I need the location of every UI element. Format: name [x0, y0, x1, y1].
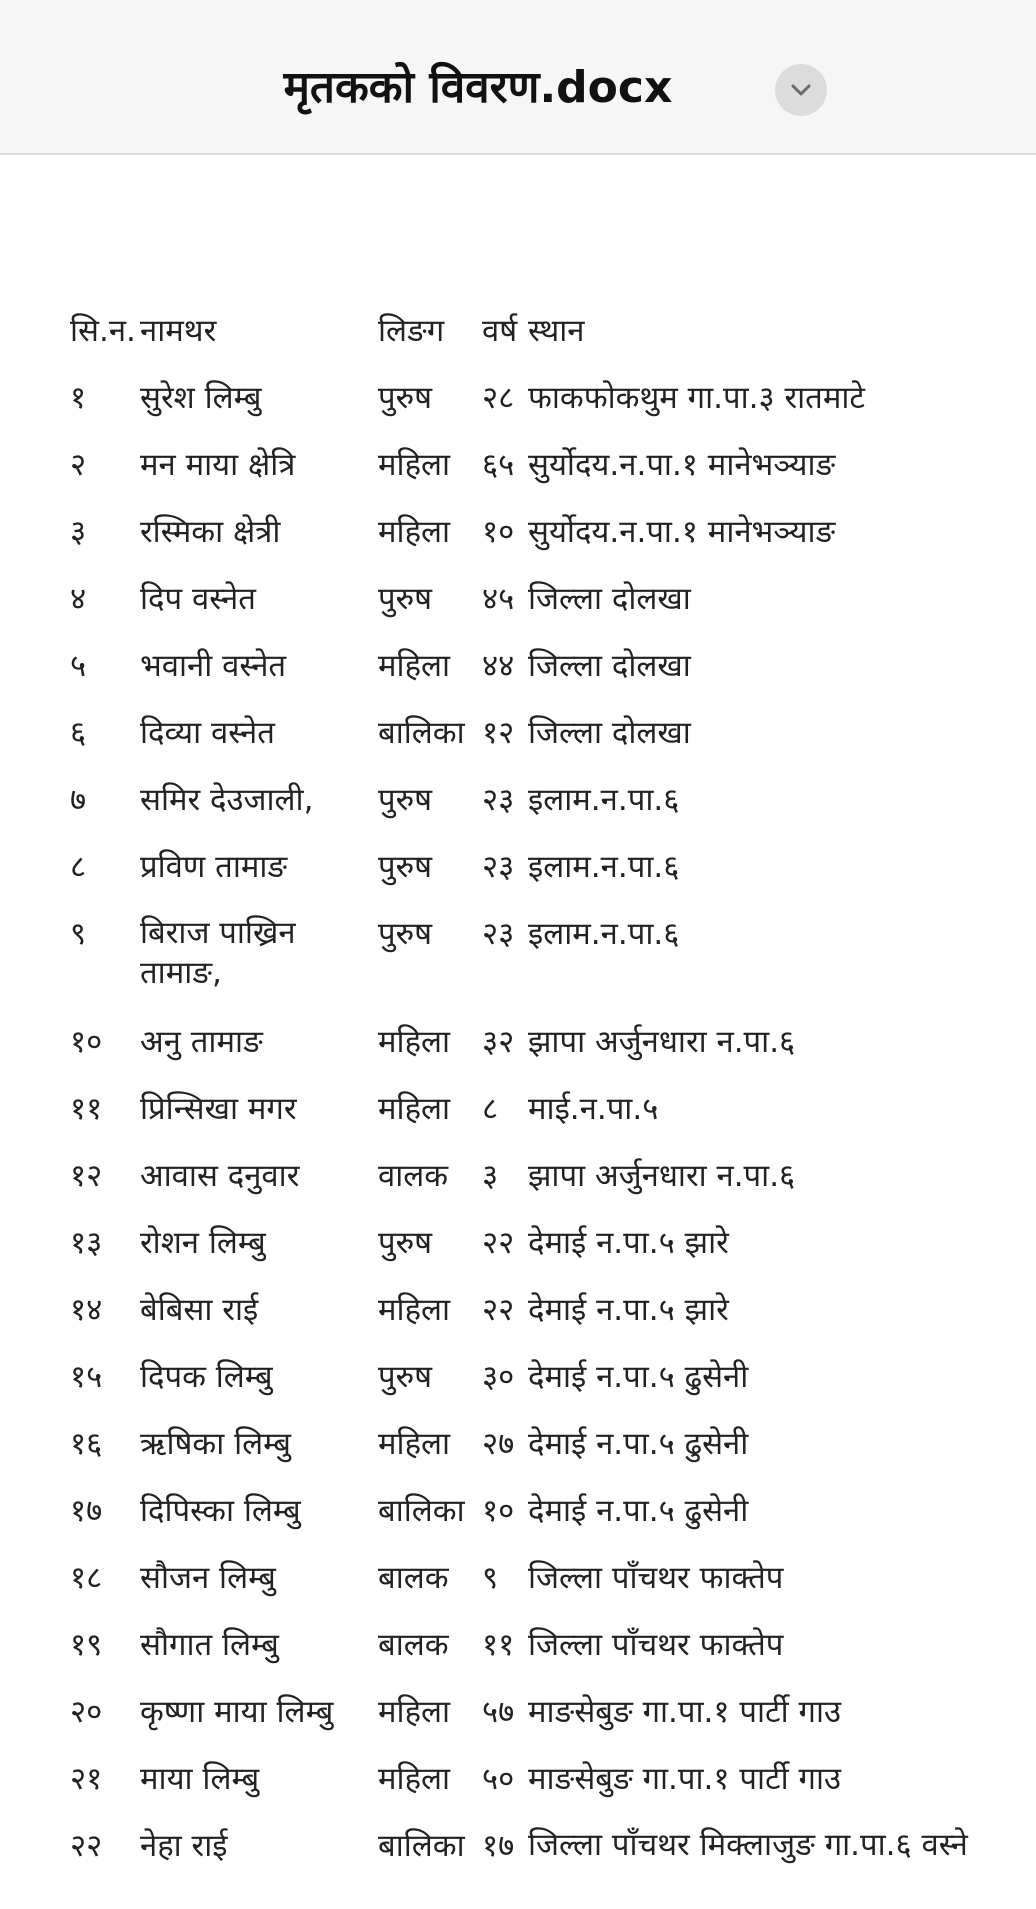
cell-sn: १० [70, 1024, 103, 1060]
cell-sn: १ [70, 380, 87, 416]
cell-sn: ५ [70, 648, 87, 684]
table-row [0, 1346, 1036, 1413]
table-row [0, 1212, 1036, 1279]
table-row [0, 1748, 1036, 1815]
cell-place: माई.न.पा.५ [528, 1091, 659, 1127]
cell-sn: १२ [70, 1158, 103, 1194]
cell-age: २२ [482, 1225, 515, 1261]
cell-gender: बालिका [378, 1493, 465, 1529]
cell-name: रस्मिका क्षेत्री [140, 514, 281, 550]
cell-name: अनु तामाङ [140, 1024, 263, 1060]
cell-sn: १८ [70, 1560, 103, 1596]
cell-age: २७ [482, 1426, 515, 1462]
table-row [0, 1078, 1036, 1145]
cell-place: देमाई न.पा.५ झारे [528, 1292, 729, 1328]
table-row [0, 1681, 1036, 1748]
cell-gender: पुरुष [378, 1359, 433, 1395]
table-row [0, 367, 1036, 434]
cell-gender: महिला [378, 648, 451, 684]
cell-sn: ४ [70, 581, 87, 617]
table-row [0, 769, 1036, 836]
cell-name: दिप वस्नेत [140, 581, 256, 617]
table-rows [0, 367, 1036, 1905]
cell-name: समिर देउजाली, [140, 782, 314, 818]
cell-place: देमाई न.पा.५ ढुसेनी [528, 1426, 749, 1462]
table-row [0, 1614, 1036, 1681]
cell-name: भवानी वस्नेत [140, 648, 287, 684]
title-menu-button[interactable] [775, 64, 827, 116]
header-gender: लिङग [378, 313, 445, 349]
table-row [0, 1480, 1036, 1547]
document-title: मृतकको विवरण.docx [283, 62, 673, 113]
cell-name: आवास दनुवार [140, 1158, 300, 1194]
cell-age: २२ [482, 1292, 515, 1328]
cell-gender: वालक [378, 1158, 449, 1194]
cell-sn: ७ [70, 782, 87, 818]
cell-gender: महिला [378, 1091, 451, 1127]
table-row [0, 1547, 1036, 1614]
cell-gender: महिला [378, 1292, 451, 1328]
cell-sn: १९ [70, 1627, 103, 1663]
cell-name: सौगात लिम्बु [140, 1627, 279, 1663]
cell-place: इलाम.न.पा.६ [528, 916, 680, 952]
cell-name: रोशन लिम्बु [140, 1225, 266, 1261]
cell-sn: २१ [70, 1761, 103, 1797]
cell-age: १० [482, 1493, 515, 1529]
header-age: वर्ष [482, 313, 518, 349]
cell-age: १२ [482, 715, 515, 751]
cell-gender: महिला [378, 447, 451, 483]
cell-place: जिल्ला पाँचथर मिक्लाजुङ गा.पा.६ वस्ने [528, 1827, 968, 1863]
header-sn: सि.न. [70, 313, 136, 349]
cell-name: दिपक लिम्बु [140, 1359, 273, 1395]
cell-age: ३० [482, 1359, 515, 1395]
cell-name: प्रिन्सिखा मगर [140, 1091, 297, 1127]
table-row [0, 1145, 1036, 1212]
table-row [0, 1815, 1036, 1905]
cell-place: जिल्ला दोलखा [528, 581, 691, 617]
cell-place: जिल्ला दोलखा [528, 715, 691, 751]
cell-gender: महिला [378, 1761, 451, 1797]
cell-place: माङसेबुङ गा.पा.१ पार्टी गाउ [528, 1694, 841, 1730]
cell-name: दिपिस्का लिम्बु [140, 1493, 301, 1529]
cell-gender: बालिका [378, 1828, 465, 1864]
cell-place: इलाम.न.पा.६ [528, 782, 680, 818]
cell-gender: महिला [378, 1024, 451, 1060]
cell-place: सुर्योदय.न.पा.१ मानेभञ्याङ [528, 514, 836, 550]
cell-gender: बालक [378, 1560, 449, 1596]
cell-age: ४४ [482, 648, 515, 684]
cell-sn: २२ [70, 1828, 103, 1864]
cell-sn: ६ [70, 715, 87, 751]
cell-gender: बालिका [378, 715, 465, 751]
header-name: नामथर [140, 313, 217, 349]
cell-name: ऋषिका लिम्बु [140, 1426, 291, 1462]
cell-name: दिव्या वस्नेत [140, 715, 275, 751]
document-body [0, 300, 1036, 1905]
table-row [0, 836, 1036, 903]
cell-name: मन माया क्षेत्रि [140, 447, 296, 483]
table-row [0, 434, 1036, 501]
cell-sn: २ [70, 447, 87, 483]
cell-sn: १७ [70, 1493, 103, 1529]
cell-place: देमाई न.पा.५ झारे [528, 1225, 729, 1261]
table-row [0, 702, 1036, 769]
cell-sn: ३ [70, 514, 87, 550]
table-row [0, 1279, 1036, 1346]
table-row [0, 1413, 1036, 1480]
cell-gender: महिला [378, 1694, 451, 1730]
cell-place: जिल्ला पाँचथर फाक्तेप [528, 1627, 784, 1663]
cell-name: बिराज पाख्रिन तामाङ, [140, 915, 296, 991]
cell-sn: ९ [70, 916, 87, 952]
cell-age: २३ [482, 782, 515, 818]
table-row [0, 903, 1036, 1011]
cell-name: कृष्णा माया लिम्बु [140, 1694, 334, 1730]
cell-name: नेहा राई [140, 1828, 228, 1864]
cell-place: जिल्ला पाँचथर फाक्तेप [528, 1560, 784, 1596]
cell-age: ११ [482, 1627, 515, 1663]
cell-age: २३ [482, 916, 515, 952]
cell-gender: पुरुष [378, 581, 433, 617]
cell-place: देमाई न.पा.५ ढुसेनी [528, 1359, 749, 1395]
cell-place: फाकफोकथुम गा.पा.३ रातमाटे [528, 380, 866, 416]
cell-age: ५० [482, 1761, 515, 1797]
cell-gender: महिला [378, 1426, 451, 1462]
table-row [0, 1011, 1036, 1078]
cell-place: झापा अर्जुनधारा न.पा.६ [528, 1024, 796, 1060]
cell-age: ५७ [482, 1694, 515, 1730]
cell-age: १७ [482, 1828, 515, 1864]
cell-place: माङसेबुङ गा.पा.१ पार्टी गाउ [528, 1761, 841, 1797]
cell-sn: १५ [70, 1359, 103, 1395]
cell-age: २८ [482, 380, 515, 416]
cell-age: ३२ [482, 1024, 515, 1060]
cell-place: देमाई न.पा.५ ढुसेनी [528, 1493, 749, 1529]
cell-age: ९ [482, 1560, 499, 1596]
cell-gender: पुरुष [378, 782, 433, 818]
cell-name: सुरेश लिम्बु [140, 380, 262, 416]
cell-gender: पुरुष [378, 380, 433, 416]
cell-age: ३ [482, 1158, 499, 1194]
cell-place: इलाम.न.पा.६ [528, 849, 680, 885]
cell-gender: महिला [378, 514, 451, 550]
cell-sn: २० [70, 1694, 103, 1730]
cell-sn: १३ [70, 1225, 103, 1261]
cell-age: १० [482, 514, 515, 550]
cell-place: झापा अर्जुनधारा न.पा.६ [528, 1158, 796, 1194]
cell-place: जिल्ला दोलखा [528, 648, 691, 684]
chevron-down-icon [789, 80, 813, 100]
cell-sn: ८ [70, 849, 87, 885]
cell-age: ४५ [482, 581, 515, 617]
header-place: स्थान [528, 313, 585, 349]
cell-name: प्रविण तामाङ [140, 849, 288, 885]
table-row [0, 635, 1036, 702]
cell-sn: १६ [70, 1426, 103, 1462]
cell-age: २३ [482, 849, 515, 885]
cell-name: बेबिसा राई [140, 1292, 259, 1328]
cell-sn: १४ [70, 1292, 103, 1328]
title-bar [0, 0, 1036, 155]
cell-name: माया लिम्बु [140, 1761, 260, 1797]
cell-gender: पुरुष [378, 1225, 433, 1261]
cell-gender: बालक [378, 1627, 449, 1663]
table-row [0, 501, 1036, 568]
cell-gender: पुरुष [378, 849, 433, 885]
cell-gender: पुरुष [378, 916, 433, 952]
cell-place: सुर्योदय.न.पा.१ मानेभञ्याङ [528, 447, 836, 483]
cell-age: ८ [482, 1091, 499, 1127]
cell-name: सौजन लिम्बु [140, 1560, 276, 1596]
cell-age: ६५ [482, 447, 515, 483]
table-header [0, 300, 1036, 367]
table-row [0, 568, 1036, 635]
cell-sn: ११ [70, 1091, 103, 1127]
